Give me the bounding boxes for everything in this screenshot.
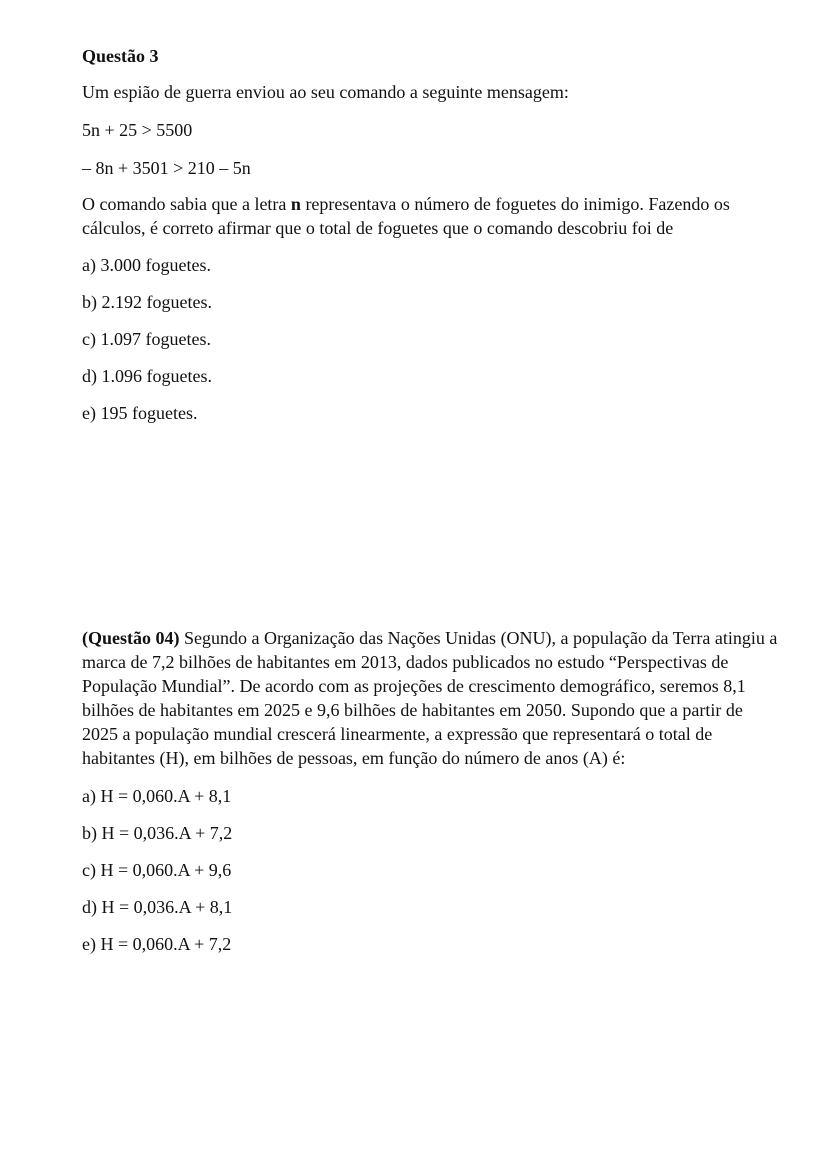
question-3-body-end: representava o número de foguetes do inimigo. Fazendo os cálculos, é correto afirmar que o total de foguetes que o comando descobriu foi de [82,194,730,238]
question-3-body [82,192,782,240]
inequality-1: 5n + 25 > 5500 [82,120,193,140]
question-4 [82,626,782,969]
question-3-body-start: O comando sabia que a letra [82,194,291,214]
option-d: d) H = 0,036.A + 8,1 [82,897,233,917]
question-3-title: Questão 3 [82,46,159,66]
question-4-text: Segundo a Organização das Nações Unidas (ONU), a população da Terra atingiu a marca de 7,2 bilhões de habitantes em 2013, dados publicados no estudo “Perspectivas de População Mundial”. De acordo com as projeções de crescimento demográfico, seremos 8,1 bilhões de habitantes em 2025 e 9,6 bilhões de habitantes em 2050. Supondo que a partir de 2025 a população mundial crescerá linearmente, a expressão que representará o total de habitantes (H), em bilhões de pessoas, em função do número de anos (A) é: [82,628,778,768]
option-e: e) H = 0,060.A + 7,2 [82,934,232,954]
question-3-options [82,253,782,425]
option-b: b) 2.192 foguetes. [82,292,212,312]
question-3 [82,44,782,438]
question-4-options [82,784,782,956]
inequality-2: – 8n + 3501 > 210 – 5n [82,158,251,178]
option-e: e) 195 foguetes. [82,403,198,423]
option-d: d) 1.096 foguetes. [82,366,212,386]
option-b: b) H = 0,036.A + 7,2 [82,823,233,843]
option-a: a) H = 0,060.A + 8,1 [82,786,232,806]
option-c: c) H = 0,060.A + 9,6 [82,860,232,880]
question-4-statement [82,626,782,770]
option-a: a) 3.000 foguetes. [82,255,211,275]
question-3-intro: Um espião de guerra enviou ao seu comando a seguinte mensagem: [82,82,569,102]
variable-n: n [290,194,301,214]
question-4-title: (Questão 04) [82,628,180,648]
option-c: c) 1.097 foguetes. [82,329,211,349]
